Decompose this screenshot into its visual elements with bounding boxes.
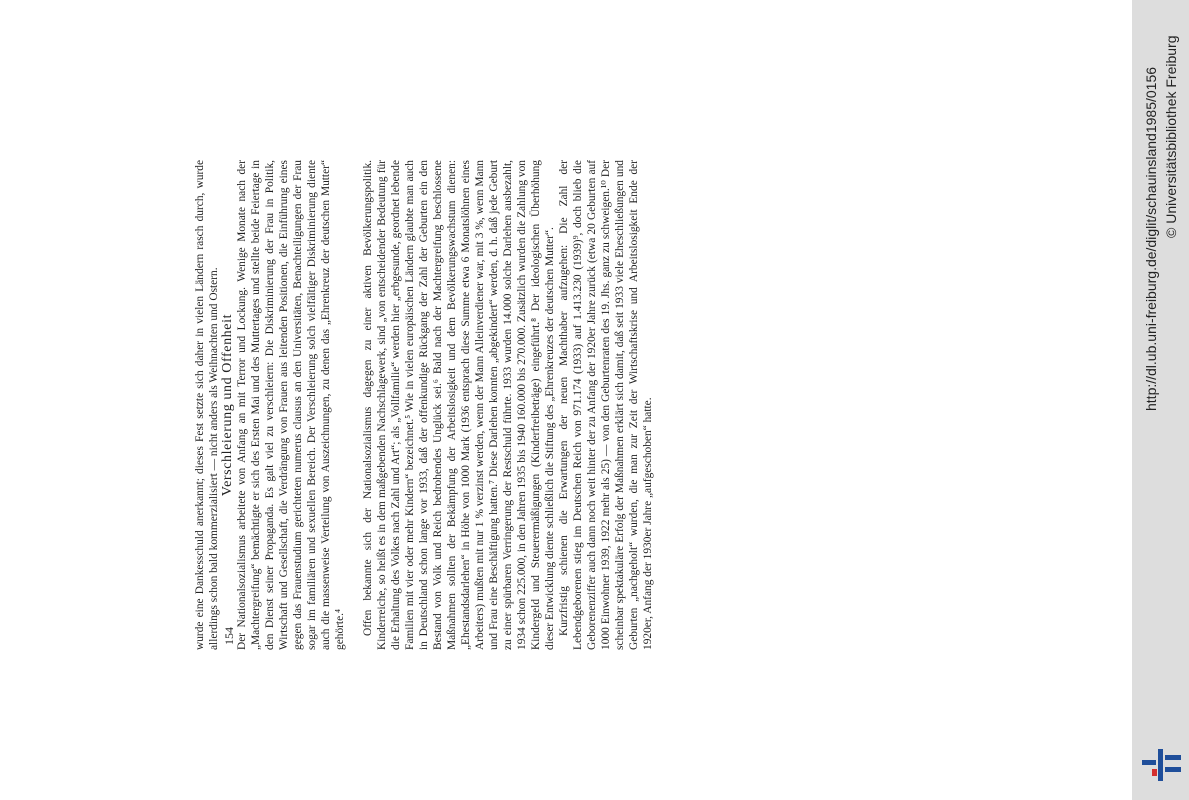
source-url[interactable]: http://dl.ub.uni-freiburg.de/diglit/schauinsland1985/0156 [1143, 66, 1159, 411]
intro-paragraph: wurde eine Dankesschuld anerkannt; dieses Fest setzte sich daher in vielen Ländern rasch durch, wurde allerdings schon bald kommerzialisiert — nicht anders als Weihnachten und Ostern. [194, 160, 221, 650]
logo-bar-left [1142, 760, 1156, 765]
scanned-page-text [193, 160, 883, 650]
paragraph-gap [348, 160, 361, 650]
logo-accent [1152, 769, 1157, 776]
paragraph-3: Kurzfristig schienen die Erwartungen der neuen Machthaber aufzugehen: Die Zahl der Lebendgeborenen stieg im Deutschen Reich von 971.174 (1933) auf 1.413.230 (1939)⁹, doch blieb die Geborenenziffer auch dann noch weit hinter der zu Anfang der 1920er Jahre zurück (etwa 20 Geburten auf 1000 Einwohner 1939, 1922 mehr als 25) — von den Geburtenraten des 19. Jhs. ganz zu schweigen.¹⁰ Der scheinbar spektakuläre Erfolg der Maßnahmen erklärt sich damit, daß seit 1933 viele Eheschließungen und Geburten „nachgeholt“ wurden, die man zur Zeit der Wirtschaftskrise und Arbeitslosigkeit Ende der 1920er, Anfang der 1930er Jahre „aufgeschoben“ hatte. [558, 160, 655, 650]
logo-graphic [1140, 745, 1184, 785]
logo-bar-right-bottom [1165, 767, 1181, 772]
source-url-label[interactable] [1142, 11, 1161, 411]
page-number: 154 [222, 627, 236, 645]
ub-freiburg-logo-icon [1140, 745, 1184, 785]
section-heading: Verschleierung und Offenheit [220, 313, 236, 497]
paragraph-1: Der Nationalsozialismus arbeitete von Anfang an mit Terror und Lockung. Wenige Monate nach der „Machtergreifung“ bemächtigte er sich des Ersten Mai und des Muttertages und stellte beide Feiertage in den Dienst seiner Propaganda. Es galt viel zu verschleiern: Die Diskriminierung der Frau in Politik, Wirtschaft und Gesellschaft, die Verdrängung von Frauen aus leitenden Positionen, die Einführung eines gegen das Frauenstudium gerichteten numerus clausus an den Universitäten, Benachteiligungen der Frau sogar im familiären und sexuellen Bereich. Der Verschleierung solch vielfältiger Diskriminierung diente auch die massenweise Verteilung von Auszeichnungen, zu denen das „Ehrenkreuz der deutschen Mutter“ gehörte.⁴ [236, 160, 347, 650]
copyright-notice: © Universitätsbibliothek Freiburg [1163, 35, 1179, 238]
paragraph-2: Offen bekannte sich der Nationalsozialismus dagegen zu einer aktiven Bevölkerungspolitik. Kinderreiche, so heißt es in dem maßgebenden Nachschlagewerk, sind „von entscheidender Bedeutung für die Erhaltung des Volkes nach Zahl und Art“; als „Vollfamilie“ werden hier „erbgesunde, geordnet lebende Familien mit vier oder mehr Kindern“ bezeichnet.⁵ Wie in vielen europäischen Ländern glaubte man auch in Deutschland schon lange vor 1933, daß der offenkundige Rückgang der Zahl der Geburten ein den Bestand von Volk und Reich bedrohendes Unglück sei.⁶ Bald nach der Machtergreifung beschlossene Maßnahmen sollten der Bekämpfung der Arbeitslosigkeit und dem Bevölkerungswachstum dienen: „Ehestandsdarlehen“ in Höhe von 1000 Mark (1936 entsprach diese Summe etwa 6 Monatslöhnen eines Arbeiters) mußten mit nur 1 % verzinst werden, wenn der Mann Alleinverdiener war, mit 3 %, wenn Mann und Frau eine Beschäftigung hatten.⁷ Diese Darlehen konnten „abgekindert“ werden, d. h. daß jede Geburt zu einer spürbaren Verringerung der Restschuld führte. 1933 wurden 14.000 solche Darlehen ausbezahlt, 1934 schon 225.000, in den Jahren 1935 bis 1940 160.000 bis 270.000. Zusätzlich wurden die Zahlung von Kindergeld und Steuerermäßigungen (Kinderfreibeträge) eingeführt.⁸ Der ideologischen Überhöhung dieser Entwicklung diente schließlich die Stiftung des „Ehrenkreuzes der deutschen Mutter“. [361, 160, 557, 650]
logo-bar-vertical [1158, 749, 1163, 781]
logo-bar-right-top [1165, 755, 1181, 760]
